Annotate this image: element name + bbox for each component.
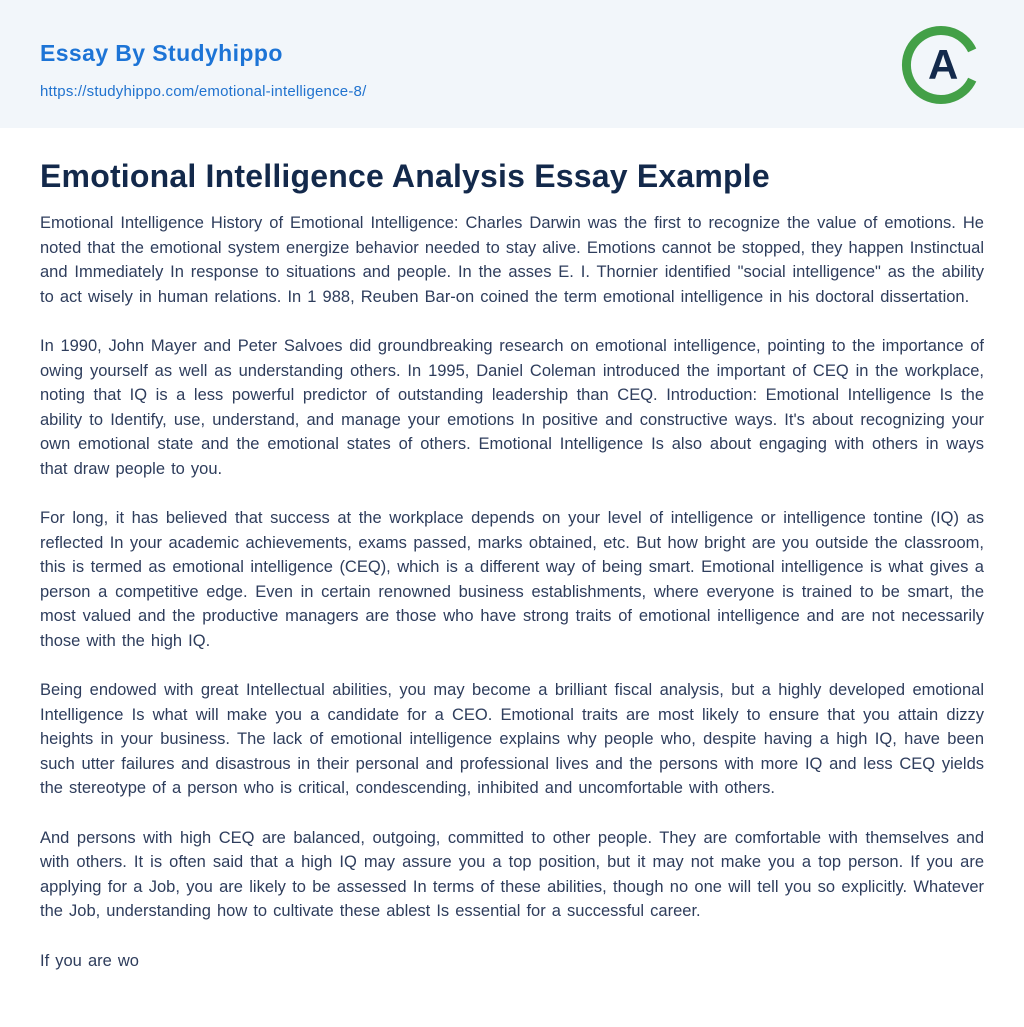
essay-paragraph-truncated: If you are wo [40,951,139,970]
logo-letter: A [928,41,959,88]
studyhippo-logo-icon [898,22,984,108]
essay-paragraph: In 1990, John Mayer and Peter Salvoes did groundbreaking research on emotional intelligence, pointing to the importance of owing yourself as well as understanding others. In 1995, Daniel Coleman introduced the important of CEQ in the workplace, noting that IQ is a less powerful predictor of outstanding leadership than CEQ. Introduction: Emotional Intelligence Is the ability to Identify, use, understand, and manage your emotions In positive and constructive ways. It's about recognizing your own emotional state and the emotional states of others. Emotional Intelligence Is also about engaging with others in ways that draw people to you. [40,337,984,478]
essay-text [40,211,984,973]
essay-paragraph: For long, it has believed that success at the workplace depends on your level of intelligence or intelligence tontine (IQ) as reflected In your academic achievements, exams passed, marks obtained, etc. But how bright are you outside the classroom, this is termed as emotional intelligence (CEQ), which is a different way of being smart. Emotional intelligence is what gives a person a competitive edge. Even in certain renowned business establishments, where everyone is trained to be smart, the most valued and the productive managers are those who have strong traits of emotional intelligence and are not necessarily those with the high IQ. [40,509,984,650]
site-title: Essay By Studyhippo [40,40,283,66]
essay-paragraph: Being endowed with great Intellectual abilities, you may become a brilliant fiscal analysis, but a highly developed emotional Intelligence Is what will make you a candidate for a CEO. Emotional traits are most likely to ensure that you attain dizzy heights in your business. The lack of emotional intelligence explains why people who, despite having a high IQ, have been such utter failures and disastrous in their personal and professional lives and the persons with more IQ and less CEQ yields the stereotype of a person who is critical, condescending, inhibited and uncomfortable with others. [40,681,984,797]
essay-paragraph: And persons with high CEQ are balanced, outgoing, committed to other people. They are comfortable with themselves and with others. It is often said that a high IQ may assure you a top position, but it may not make you a top person. If you are applying for a Job, you are likely to be assessed In terms of these abilities, though no one will tell you so explicitly. Whatever the Job, understanding how to cultivate these ablest Is essential for a successful career. [40,828,984,920]
document-header [0,0,1024,128]
document-body [0,128,1024,973]
essay-title: Emotional Intelligence Analysis Essay Example [40,158,770,194]
source-url-link[interactable]: https://studyhippo.com/emotional-intelligence-8/ [40,83,367,100]
essay-paragraph: Emotional Intelligence History of Emotional Intelligence: Charles Darwin was the first to recognize the value of emotions. He noted that the emotional system energize behavior needed to stay alive. Emotions cannot be stopped, they happen Instinctual and Immediately In response to situations and people. In the asses E. I. Thornier identified "social intelligence" as the ability to act wisely in human relations. In 1 988, Reuben Bar-on coined the term emotional intelligence in his doctoral dissertation. [40,214,984,306]
